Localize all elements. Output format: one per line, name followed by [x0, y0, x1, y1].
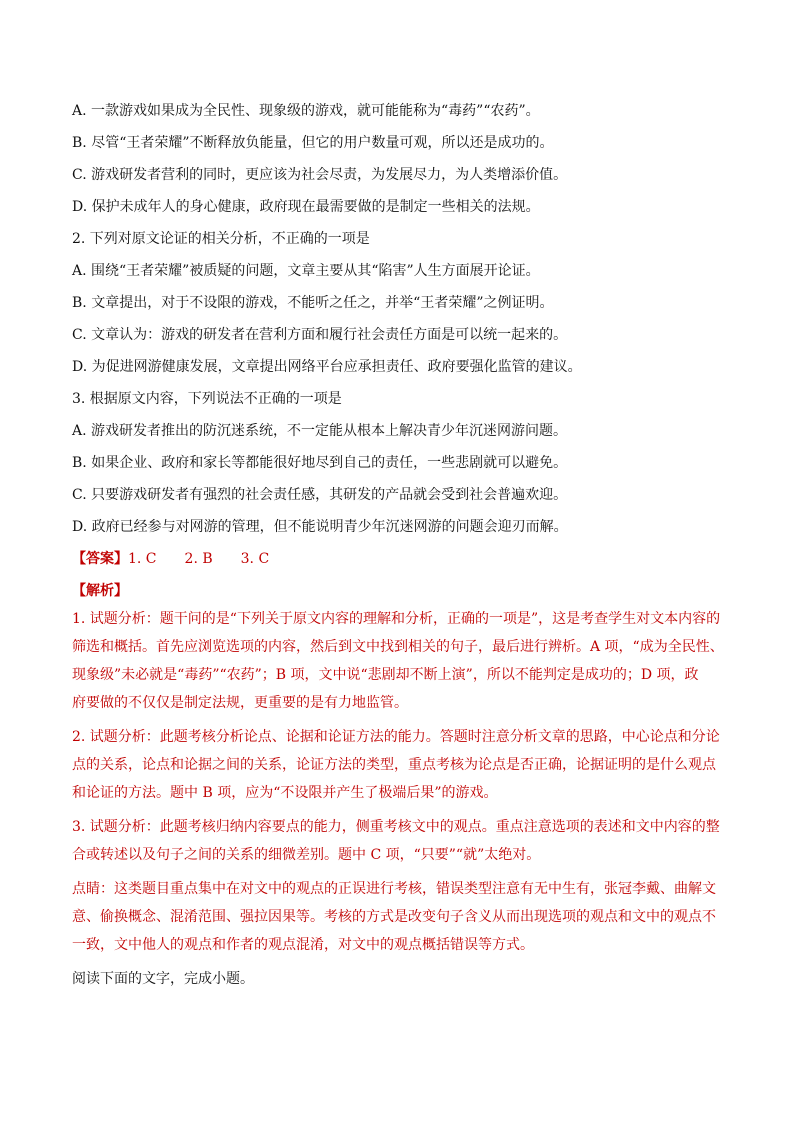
q1-option-c: C. 游戏研发者营利的同时，更应该为社会尽责，为发展尽力，为人类增添价值。 [72, 167, 568, 183]
q2-block [72, 229, 724, 377]
q1-option-d: D. 保护未成年人的身心健康，政府现在最需要做的是制定一些相关的法规。 [72, 199, 540, 215]
document-page [72, 101, 724, 999]
analysis-p2-line: 2. 试题分析：此题考核分析论点、论据和论证方法的能力。答题时注意分析文章的思路，中心论点和分论 [72, 729, 720, 745]
q1-option-b: B. 尽管“王者荣耀”不断释放负能量，但它的用户数量可观，所以还是成功的。 [72, 135, 554, 151]
q3-option-a: A. 游戏研发者推出的防沉迷系统，不一定能从根本上解决青少年沉迷网游问题。 [72, 423, 568, 439]
analysis-p4-line: 意、偷换概念、混淆范围、强拉因果等。考核的方式是改变句子含义从而出现选项的观点和文中的观点不 [72, 909, 716, 925]
analysis-p1-line: 1. 试题分析：题干问的是“下列关于原文内容的理解和分析，正确的一项是”，这是考查学生对文本内容的 [72, 611, 721, 627]
q2-stem: 2. 下列对原文论证的相关分析，不正确的一项是 [72, 231, 370, 247]
q2-option-a: A. 围绕“王者荣耀”被质疑的问题，文章主要从其“陷害”人生方面展开论证。 [72, 263, 540, 279]
q2-option-c: C. 文章认为：游戏的研发者在营利方面和履行社会责任方面是可以统一起来的。 [72, 327, 568, 343]
q2-option-b: B. 文章提出，对于不设限的游戏，不能听之任之，并举“王者荣耀”之例证明。 [72, 295, 554, 311]
analysis-paragraph-1 [72, 605, 724, 717]
q1-options [72, 101, 724, 217]
analysis-p1-line: 府要做的不仅仅是制定法规，更重要的是有力地监管。 [72, 695, 408, 711]
analysis-paragraph-3 [72, 813, 724, 869]
answer-3: 3. C [240, 551, 270, 567]
answer-label: 【答案】 [72, 551, 128, 567]
q3-stem: 3. 根据原文内容，下列说法不正确的一项是 [72, 391, 342, 407]
q3-option-b: B. 如果企业、政府和家长等都能很好地尽到自己的责任，一些悲剧就可以避免。 [72, 455, 568, 471]
analysis-paragraph-4 [72, 875, 724, 959]
analysis-p2-line: 和论证的方法。题中 B 项，应为“不设限并产生了极端后果”的游戏。 [72, 785, 498, 801]
q3-block [72, 389, 724, 537]
reading-instruction [72, 965, 724, 993]
q3-option-d: D. 政府已经参与对网游的管理，但不能说明青少年沉迷网游的问题会迎刃而解。 [72, 519, 568, 535]
q3-option-c: C. 只要游戏研发者有强烈的社会责任感，其研发的产品就会受到社会普遍欢迎。 [72, 487, 568, 503]
analysis-p4-line: 点睛：这类题目重点集中在对文中的观点的正误进行考核，错误类型注意有无中生有，张冠李戴、曲解文 [72, 881, 716, 897]
analysis-heading [72, 581, 724, 601]
q1-option-a: A. 一款游戏如果成为全民性、现象级的游戏，就可能能称为“毒药”“农药”。 [72, 103, 540, 119]
analysis-p1-line: 筛选和概括。首先应浏览选项的内容，然后到文中找到相关的句子，最后进行辨析。A 项，“成为全民性、 [72, 639, 724, 655]
answer-row [72, 549, 724, 569]
analysis-p4-line: 一致，文中他人的观点和作者的观点混淆，对文中的观点概括错误等方式。 [72, 937, 534, 953]
analysis-p3-line: 3. 试题分析：此题考核归纳内容要点的能力，侧重考核文中的观点。重点注意选项的表述和文中内容的整 [72, 819, 720, 835]
answer-1: 1. C [128, 551, 157, 567]
reading-instruction-text: 阅读下面的文字，完成小题。 [72, 971, 254, 987]
q2-option-d: D. 为促进网游健康发展，文章提出网络平台应承担责任、政府要强化监管的建议。 [72, 359, 582, 375]
analysis-paragraph-2 [72, 723, 724, 807]
analysis-p2-line: 点的关系，论点和论据之间的关系，论证方法的类型，重点考核为论点是否正确，论据证明的是什么观点 [72, 757, 716, 773]
analysis-label: 【解析】 [72, 583, 128, 599]
analysis-p1-line: 现象级”未必就是“毒药”“农药”；B 项，文中说“悲剧却不断上演”，所以不能判定是成功的；D 项，政 [72, 667, 699, 683]
answer-2: 2. B [184, 551, 213, 567]
analysis-p3-line: 合或转述以及句子之间的关系的细微差别。题中 C 项，“只要”“就”太绝对。 [72, 847, 541, 863]
